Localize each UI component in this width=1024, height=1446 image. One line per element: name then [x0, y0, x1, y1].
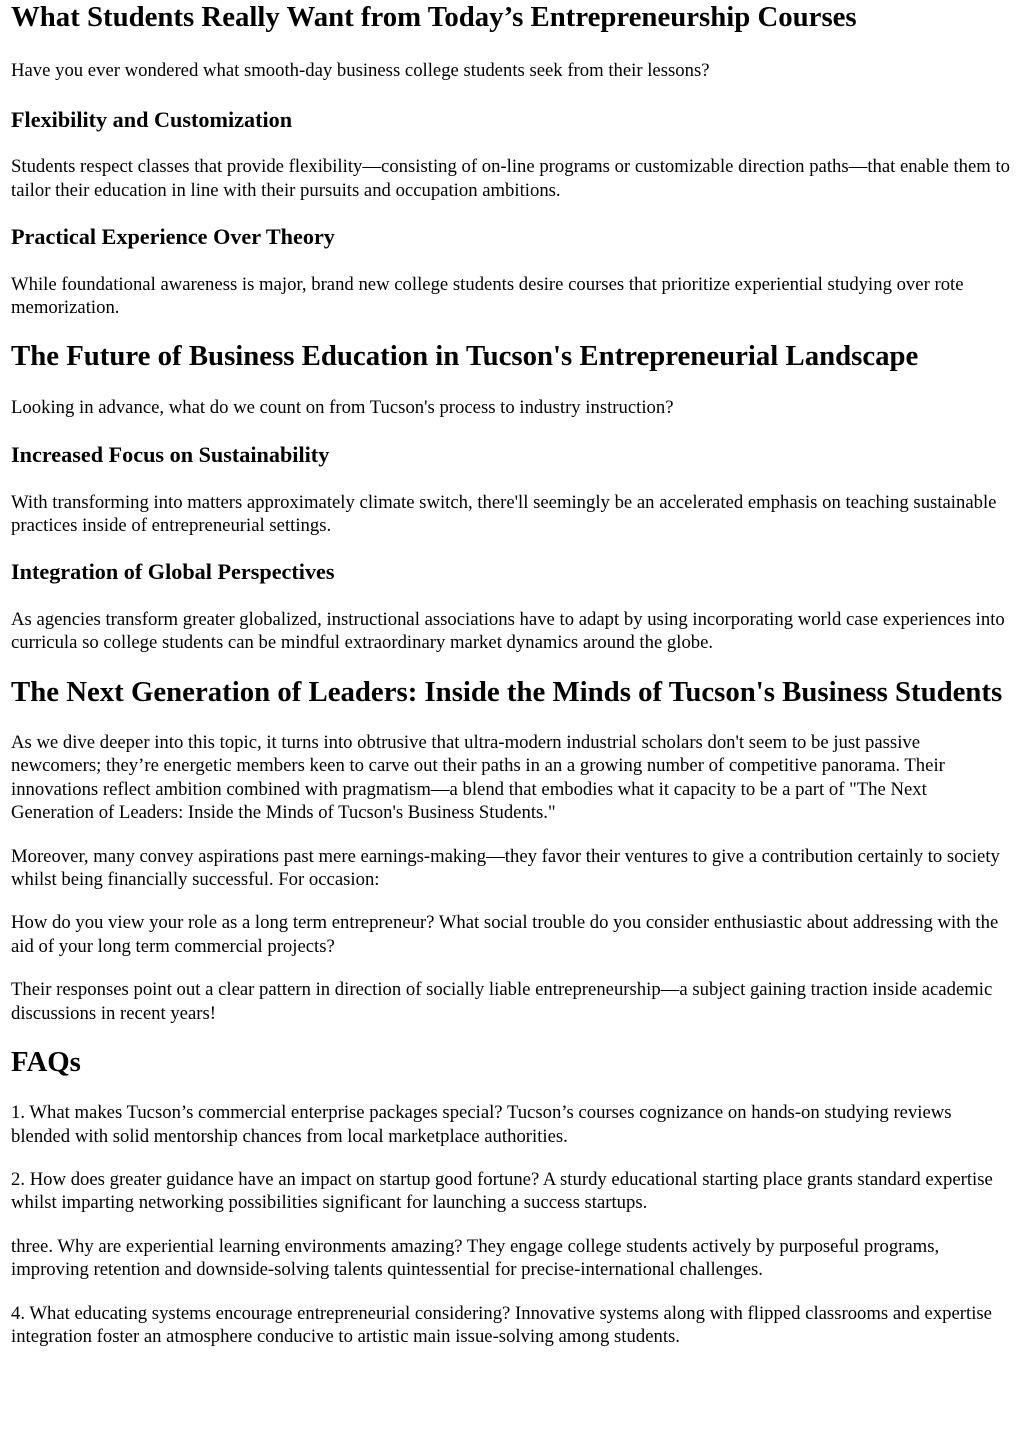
next-generation-paragraph-2: Moreover, many convey aspirations past mere earnings-making—they favor their ventures to give a contribution certainly to society whilst being financially successful. For occasion:	[11, 845, 1000, 891]
section1-intro: Have you ever wondered what smooth-day business college students seek from their lessons?	[11, 60, 710, 82]
subheading-global-perspectives: Integration of Global Perspectives	[11, 559, 335, 585]
global-perspectives-paragraph: As agencies transform greater globalized, instructional associations have to adapt by using incorporating world case experiences into curricula so college students can be mindful extraordinary market dynamics around the globe.	[11, 609, 1005, 654]
faq-item: 4. What educating systems encourage entrepreneurial considering? Innovative systems along with flipped classrooms and expertise integration foster an atmosphere conducive to artistic main issue-solving among students.	[11, 1302, 992, 1348]
practical-experience-paragraph: While foundational awareness is major, brand new college students desire courses that prioritize experiential studying over rote memorization.	[11, 273, 964, 319]
section-heading-faqs: FAQs	[11, 1046, 81, 1079]
section-heading-next-generation: The Next Generation of Leaders: Inside the Minds of Tucson's Business Students	[11, 675, 1003, 708]
faq-item: 1. What makes Tucson’s commercial enterprise packages special? Tucson’s courses cognizance on hands-on studying reviews blended with solid mentorship chances from local marketplace authorities.	[11, 1102, 952, 1147]
faq-item: 2. How does greater guidance have an impact on startup good fortune? A sturdy educational starting place grants standard expertise whilst imparting networking possibilities significant for launching a success startups.	[11, 1169, 993, 1214]
next-generation-paragraph-1: As we dive deeper into this topic, it turns into obtrusive that ultra-modern industrial scholars don't seem to be just passive newcomers; they’re energetic members keen to carve out their paths in an a growing number of competitive panorama. Their innovations reflect ambition combined with pragmatism—a blend that embodies what it capacity to be a part of "The Next Generation of Leaders: Inside the Minds of Tucson's Business Students."	[11, 732, 945, 824]
subheading-practical-experience: Practical Experience Over Theory	[11, 223, 335, 249]
section2-intro: Looking in advance, what do we count on from Tucson's process to industry instruction?	[11, 396, 674, 418]
next-generation-paragraph-3: How do you view your role as a long term entrepreneur? What social trouble do you consider enthusiastic about addressing with the aid of your long term commercial projects?	[11, 912, 999, 957]
section-heading-future-education: The Future of Business Education in Tucson's Entrepreneurial Landscape	[11, 340, 919, 373]
flexibility-paragraph: Students respect classes that provide flexibility—consisting of on-line programs or customizable direction paths—that enable them to tailor their education in line with their pursuits and occupation ambitions.	[11, 156, 1011, 201]
sustainability-paragraph: With transforming into matters approximately climate switch, there'll seemingly be an accelerated emphasis on teaching sustainable practices inside of entrepreneurial settings.	[11, 491, 997, 537]
subheading-sustainability: Increased Focus on Sustainability	[11, 441, 330, 467]
subheading-flexibility: Flexibility and Customization	[11, 106, 293, 132]
section-heading-students-want: What Students Really Want from Today’s Entrepreneurship Courses	[11, 1, 857, 33]
next-generation-paragraph-4: Their responses point out a clear pattern in direction of socially liable entrepreneurship—a subject gaining traction inside academic discussions in recent years!	[11, 979, 993, 1024]
faq-item: three. Why are experiential learning environments amazing? They engage college students actively by purposeful programs, improving retention and downside-solving talents quintessential for precise-international challenges.	[11, 1235, 940, 1281]
